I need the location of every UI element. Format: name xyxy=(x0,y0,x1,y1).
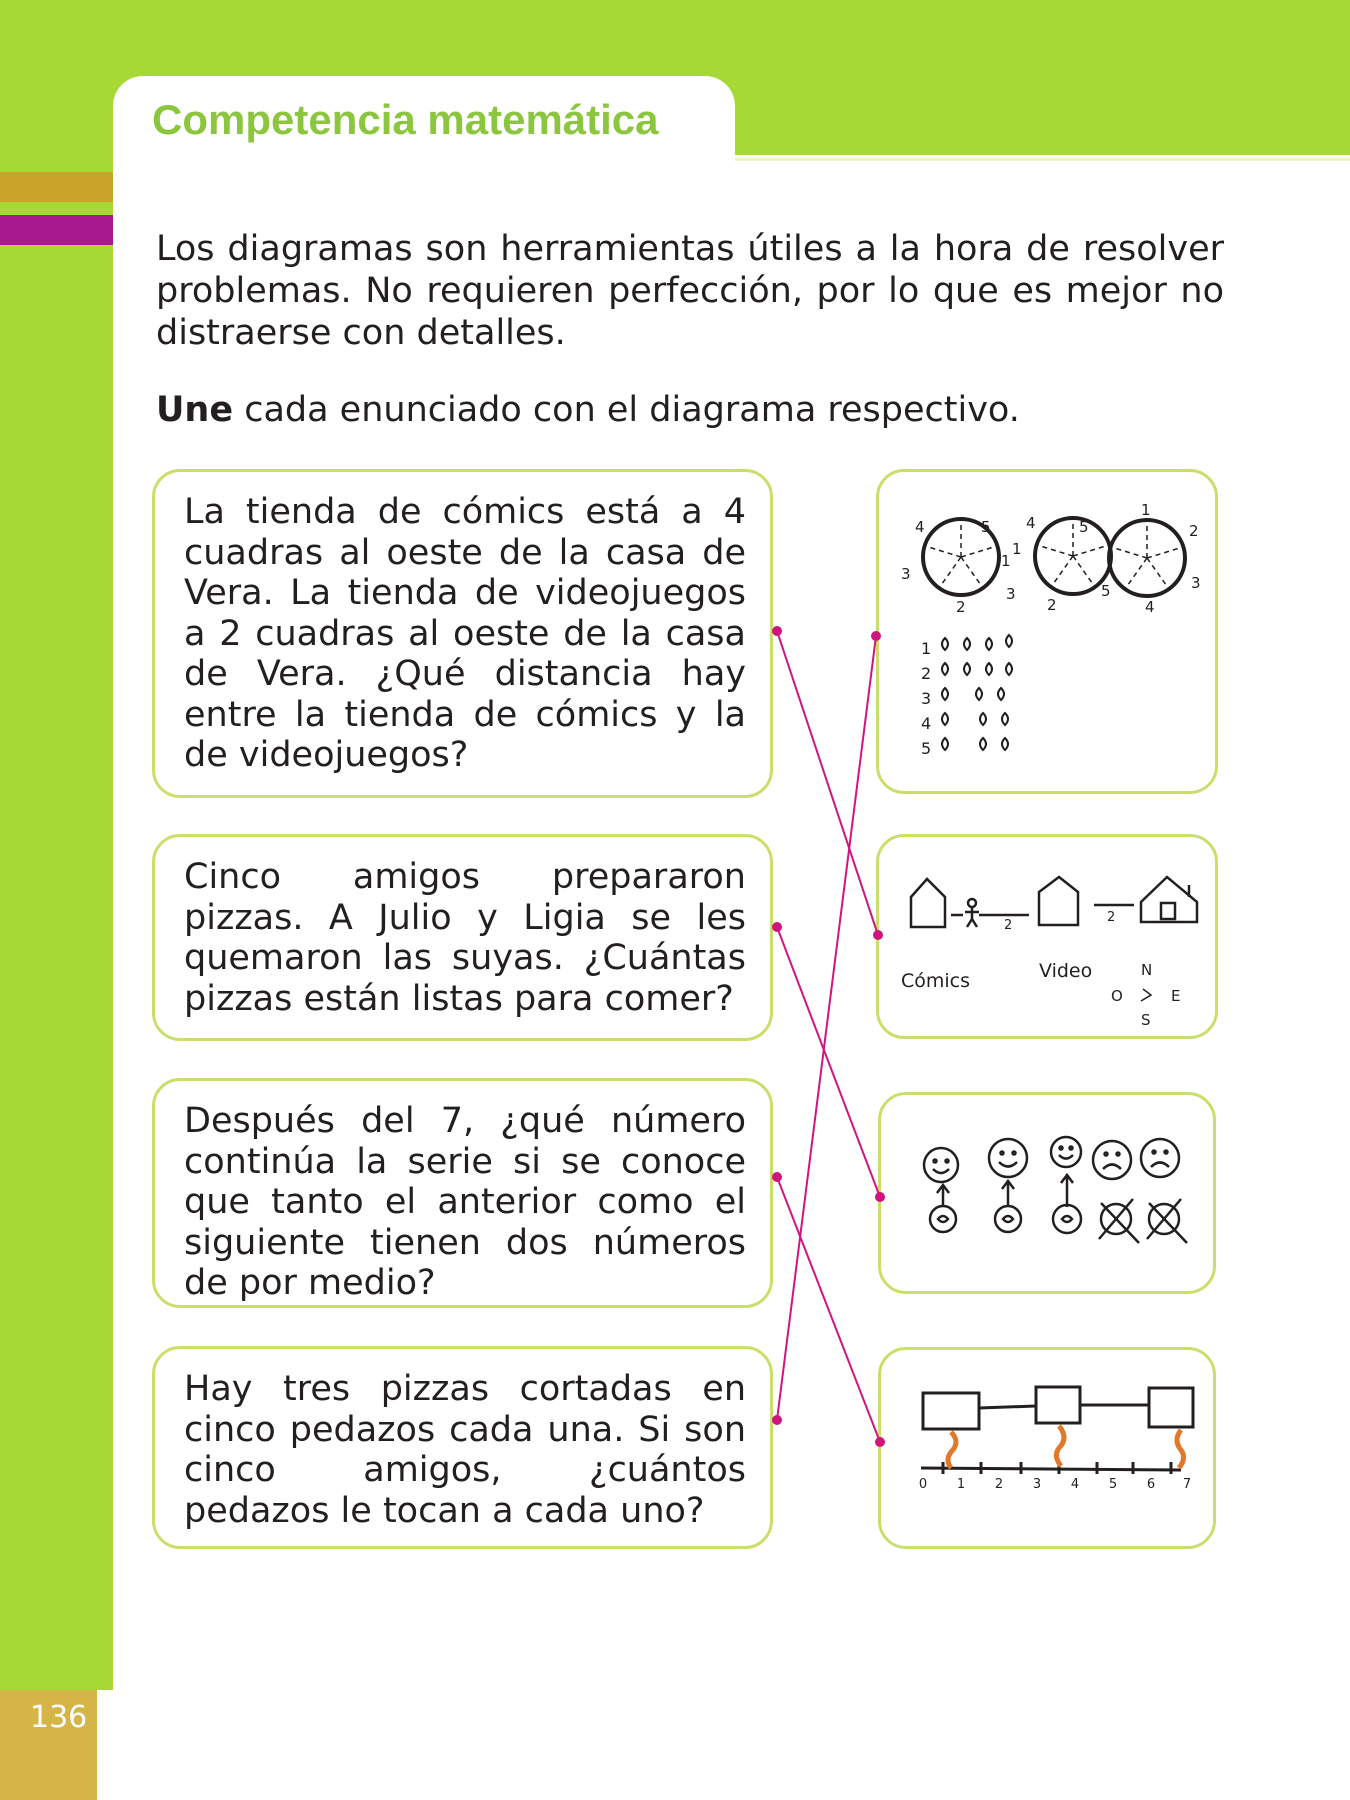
slice-label: 3 xyxy=(901,565,911,583)
tick-label: 3 xyxy=(1032,1477,1042,1492)
jump-arrow xyxy=(1056,1426,1064,1466)
slice-label: 3 xyxy=(1006,585,1016,603)
row-number: 2 xyxy=(921,664,932,683)
pizza-slices-diagram xyxy=(879,472,1221,797)
magenta-stripe xyxy=(0,215,113,245)
slice-label: 2 xyxy=(956,598,966,616)
tick-label: 7 xyxy=(1182,1477,1192,1492)
tick-label: 6 xyxy=(1146,1477,1156,1492)
vera-house-icon xyxy=(1141,877,1197,922)
section-title: Competencia matemática xyxy=(152,96,659,143)
video-label: Video xyxy=(1039,960,1093,982)
sad-face-icon xyxy=(1141,1139,1179,1177)
distance-label: 2 xyxy=(1004,918,1013,933)
compass-arrow xyxy=(1141,989,1151,1001)
jump-arrow xyxy=(948,1432,956,1468)
row-number: 5 xyxy=(921,739,932,758)
slice-label: 4 xyxy=(1145,598,1155,616)
match-dot xyxy=(773,923,781,931)
faces-diagram xyxy=(881,1095,1219,1297)
slice-label: 5 xyxy=(1101,582,1111,600)
tick-label: 2 xyxy=(994,1477,1004,1492)
slice-label: 1 xyxy=(1012,540,1022,558)
match-line xyxy=(777,1177,880,1442)
slice-label: 5 xyxy=(981,518,991,536)
slice-label: 1 xyxy=(1141,501,1151,519)
video-store-shape xyxy=(1039,877,1078,925)
distance-label: 2 xyxy=(1107,910,1116,925)
slice-label: 2 xyxy=(1189,522,1199,540)
pizza-icon xyxy=(995,1206,1021,1232)
match-dot xyxy=(773,627,781,635)
statement-text: Hay tres pizzas cortadas en cinco pedazos cada una. Si son cinco amigos, ¿cuántos pedazos le tocan a cada uno? xyxy=(184,1369,746,1531)
statement-card-3 xyxy=(152,1078,773,1308)
match-line xyxy=(777,636,876,1420)
match-dot xyxy=(773,1416,781,1424)
slice-label: 1 xyxy=(1001,552,1011,570)
left-sidebar xyxy=(0,155,113,1690)
diagram-card-faces[interactable] xyxy=(878,1092,1216,1294)
row-number: 4 xyxy=(921,714,932,733)
match-line xyxy=(777,927,880,1197)
slice-label: 2 xyxy=(1047,596,1057,614)
instruction xyxy=(156,390,1020,430)
number-line-axis xyxy=(921,1468,1181,1470)
statement-text: Después del 7, ¿qué número continúa la serie si se conoce que tanto el anterior como el siguiente tienen dos números de por medio? xyxy=(184,1101,746,1303)
comics-store-shape xyxy=(911,879,945,927)
compass-west: O xyxy=(1111,987,1123,1005)
statement-text: Cinco amigos prepararon pizzas. A Julio y Ligia se les quemaron las suyas. ¿Cuántas pizzas están listas para comer? xyxy=(184,857,746,1019)
instruction-bold: Une xyxy=(156,390,234,430)
happy-face-icon xyxy=(989,1139,1027,1177)
row-number: 3 xyxy=(921,689,932,708)
box xyxy=(1149,1388,1193,1427)
page-number: 136 xyxy=(30,1700,88,1735)
diagram-card-number-line[interactable] xyxy=(878,1347,1216,1549)
sad-face-icon xyxy=(1093,1141,1131,1179)
intro-paragraph: Los diagramas son herramientas útiles a la hora de resolver problemas. No requieren perfección, por lo que es mejor no distraerse con detalles. xyxy=(156,229,1224,353)
tick-label: 1 xyxy=(956,1477,966,1492)
slice-label: 5 xyxy=(1079,518,1089,536)
slice-label: 4 xyxy=(1026,514,1036,532)
statement-card-1 xyxy=(152,469,773,798)
tick-label: 0 xyxy=(918,1477,928,1492)
statement-text: La tienda de cómics está a 4 cuadras al oeste de la casa de Vera. La tienda de videojuegos a 2 cuadras al oeste de la casa de Vera. ¿Qué distancia hay entre la tienda de cómics y la de videojuegos? xyxy=(184,492,746,775)
gold-stripe xyxy=(0,172,113,202)
diagram-card-pizza-slices[interactable] xyxy=(876,469,1218,794)
tick-label: 5 xyxy=(1108,1477,1118,1492)
compass-south: S xyxy=(1141,1011,1151,1029)
pizza-icon xyxy=(1053,1205,1081,1233)
happy-face-icon xyxy=(924,1148,958,1182)
match-dot xyxy=(773,1173,781,1181)
happy-face-icon xyxy=(1051,1137,1081,1167)
box xyxy=(1036,1387,1080,1423)
compass-east: E xyxy=(1171,987,1181,1005)
jump-arrow xyxy=(1177,1430,1184,1468)
map-diagram xyxy=(879,837,1221,1042)
row-number: 1 xyxy=(921,639,932,658)
pizza-icon xyxy=(930,1206,956,1232)
comics-label: Cómics xyxy=(901,970,971,992)
tick-label: 4 xyxy=(1070,1477,1080,1492)
diagram-card-map[interactable] xyxy=(876,834,1218,1039)
statement-card-4 xyxy=(152,1346,773,1549)
instruction-rest: cada enunciado con el diagrama respectivo. xyxy=(233,390,1020,430)
statement-card-2 xyxy=(152,834,773,1041)
box xyxy=(923,1393,979,1429)
match-line xyxy=(777,631,878,935)
number-line-diagram xyxy=(881,1350,1219,1552)
slice-label: 4 xyxy=(915,518,925,536)
compass-north: N xyxy=(1141,961,1153,979)
slice-label: 3 xyxy=(1191,574,1201,592)
